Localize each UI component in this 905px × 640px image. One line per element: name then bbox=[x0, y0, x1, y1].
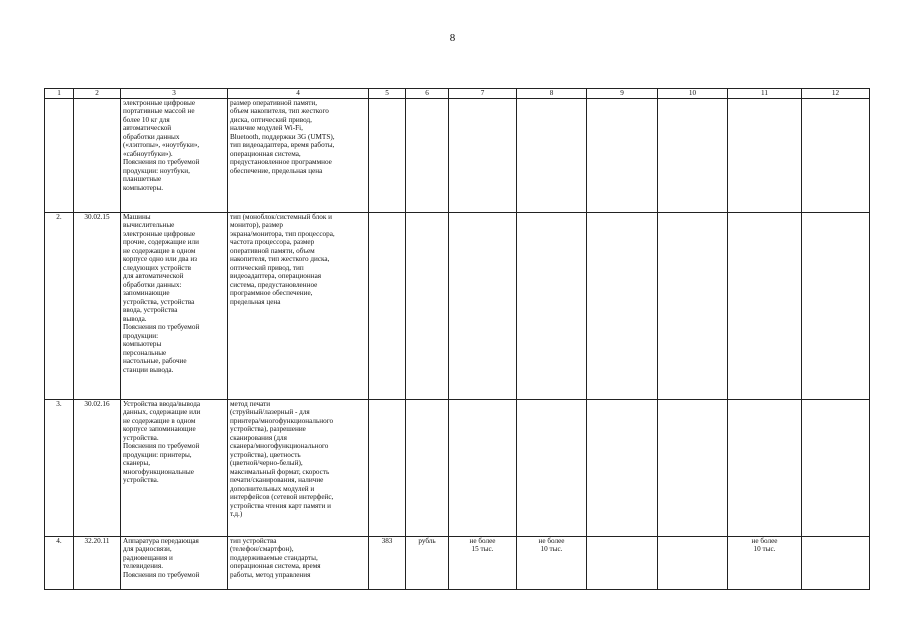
value-cell bbox=[728, 99, 802, 213]
row-number: 3. bbox=[45, 400, 74, 537]
value-cell bbox=[658, 400, 728, 537]
value-cell bbox=[658, 99, 728, 213]
table-row bbox=[45, 99, 870, 213]
unit-code bbox=[369, 99, 406, 213]
unit-name: рубль bbox=[406, 537, 449, 590]
column-header: 5 bbox=[369, 89, 406, 99]
column-header: 2 bbox=[74, 89, 121, 99]
value-cell bbox=[658, 213, 728, 400]
value-cell bbox=[587, 213, 658, 400]
unit-code bbox=[369, 213, 406, 400]
value-cell bbox=[587, 99, 658, 213]
column-header: 11 bbox=[728, 89, 802, 99]
value-cell bbox=[517, 99, 587, 213]
product-characteristics: тип (моноблок/системный блок и монитор), размер экрана/монитора, тип процессора, частота процессора, размер оперативной памяти, объем накопителя, тип жесткого диска, оптический привод, тип видеоадаптера, операционная система, предустановленное программное обеспечение, предельная цена bbox=[228, 213, 369, 400]
value-cell bbox=[728, 213, 802, 400]
okpd-code: 30.02.15 bbox=[74, 213, 121, 400]
value-cell bbox=[449, 213, 517, 400]
unit-code: 383 bbox=[369, 537, 406, 590]
unit-name bbox=[406, 99, 449, 213]
column-header: 7 bbox=[449, 89, 517, 99]
value-cell bbox=[658, 537, 728, 590]
value-cell bbox=[802, 99, 870, 213]
value-cell bbox=[587, 400, 658, 537]
value-cell bbox=[802, 213, 870, 400]
value-cell bbox=[517, 213, 587, 400]
value-cell bbox=[449, 400, 517, 537]
row-number bbox=[45, 99, 74, 213]
value-cell: не более 15 тыс. bbox=[449, 537, 517, 590]
product-characteristics: метод печати (струйный/лазерный - для принтера/многофункционального устройства), разрешение сканирования (для сканера/многофункционального устройства), цветность (цветной/черно-белый), максимальный формат, скорость печати/сканирования, наличие дополнительных модулей и интерфейсов (сетевой интерфейс, устройства чтения карт памяти и т.д.) bbox=[228, 400, 369, 537]
product-characteristics: размер оперативной памяти, объем накопителя, тип жесткого диска, оптический привод, наличие модулей Wi-Fi, Bluetooth, поддержки 3G (UMTS), тип видеоадаптера, время работы, операционная система, предустановленное программное обеспечение, предельная цена bbox=[228, 99, 369, 213]
column-header: 9 bbox=[587, 89, 658, 99]
column-header: 10 bbox=[658, 89, 728, 99]
okpd-code: 32.20.11 bbox=[74, 537, 121, 590]
requirements-table bbox=[44, 88, 870, 590]
value-cell bbox=[728, 400, 802, 537]
column-header: 12 bbox=[802, 89, 870, 99]
column-header: 3 bbox=[121, 89, 228, 99]
value-cell bbox=[587, 537, 658, 590]
product-name: Аппаратура передающая для радиосвязи, радиовещания и телевидения. Пояснения по требуемой bbox=[121, 537, 228, 590]
column-number-row bbox=[45, 89, 870, 99]
value-cell bbox=[802, 537, 870, 590]
value-cell bbox=[802, 400, 870, 537]
table-row bbox=[45, 400, 870, 537]
product-name: электронные цифровые портативные массой не более 10 кг для автоматической обработки данных («лэптопы», «ноутбуки», «сабноутбуки»). Пояснения по требуемой продукции: ноутбуки, планшетные компьютеры. bbox=[121, 99, 228, 213]
product-characteristics: тип устройства (телефон/смартфон), поддерживаемые стандарты, операционная система, время работы, метод управления bbox=[228, 537, 369, 590]
product-name: Устройства ввода/вывода данных, содержащие или не содержащие в одном корпусе запоминающие устройства. Пояснения по требуемой продукции: принтеры, сканеры, многофункциональные устройства. bbox=[121, 400, 228, 537]
page-number: 8 bbox=[449, 32, 456, 44]
column-header: 1 bbox=[45, 89, 74, 99]
row-number: 4. bbox=[45, 537, 74, 590]
column-header: 8 bbox=[517, 89, 587, 99]
value-cell: не более 10 тыс. bbox=[728, 537, 802, 590]
okpd-code bbox=[74, 99, 121, 213]
unit-name bbox=[406, 213, 449, 400]
column-header: 6 bbox=[406, 89, 449, 99]
product-name: Машины вычислительные электронные цифровые прочие, содержащие или не содержащие в одном корпусе одно или два из следующих устройств для автоматической обработки данных: запоминающие устройства, устройства ввода, устройства вывода. Пояснения по требуемой продукции: компьютеры персональные настольные, рабочие станции вывода. bbox=[121, 213, 228, 400]
table-row bbox=[45, 213, 870, 400]
okpd-code: 30.02.16 bbox=[74, 400, 121, 537]
column-header: 4 bbox=[228, 89, 369, 99]
unit-name bbox=[406, 400, 449, 537]
unit-code bbox=[369, 400, 406, 537]
value-cell bbox=[517, 400, 587, 537]
table-row bbox=[45, 537, 870, 590]
row-number: 2. bbox=[45, 213, 74, 400]
value-cell bbox=[449, 99, 517, 213]
value-cell: не более 10 тыс. bbox=[517, 537, 587, 590]
